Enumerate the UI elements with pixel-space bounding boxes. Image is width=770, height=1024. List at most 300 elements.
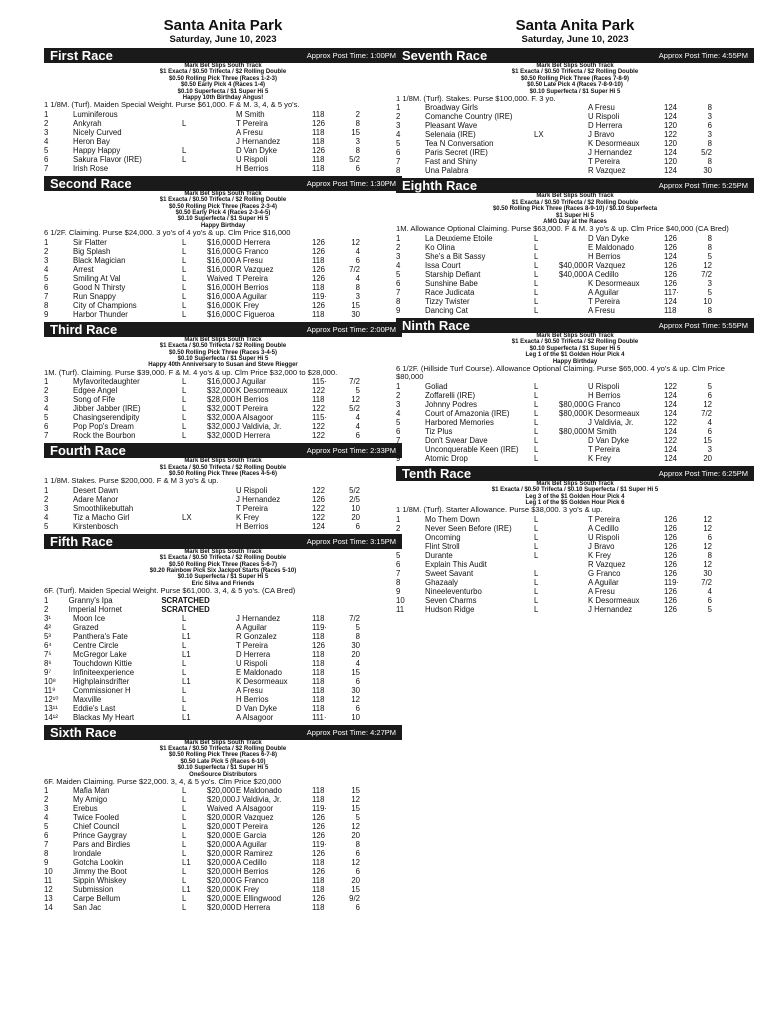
- jockey: A Aguilar: [236, 291, 267, 301]
- post-position: 4: [44, 136, 49, 146]
- post-position: 9: [396, 586, 401, 596]
- claim-price: $28,000: [207, 395, 236, 405]
- morning-line: 6: [707, 390, 712, 400]
- claim-price: $20,000: [207, 885, 236, 895]
- horse-name: Edgee Angel: [73, 386, 118, 396]
- post-position: 6: [44, 282, 49, 292]
- entry-row: [44, 310, 402, 319]
- medication: L: [182, 685, 187, 695]
- weight: [361, 605, 383, 614]
- morning-line: 3: [707, 130, 712, 140]
- morning-line: 5/2: [349, 485, 360, 495]
- post-position: 7⁵: [44, 649, 52, 659]
- medication: L: [534, 287, 539, 297]
- weight: 118: [312, 395, 325, 405]
- post-time: Approx Post Time: 2:00PM: [306, 324, 396, 334]
- wager-line: $1 Exacta / $0.50 Trifecta / $2 Rolling Double: [159, 197, 287, 204]
- weight: 118: [312, 163, 325, 173]
- morning-line: 6: [355, 163, 360, 173]
- entry-row: [44, 795, 402, 804]
- race-conditions: 1 1/8M. (Turf). Starter Allowance. Purse $38,000. 3 yo's & up.: [396, 505, 603, 515]
- medication: [182, 164, 207, 173]
- jockey: J Aguilar: [236, 377, 266, 387]
- entry-row: [396, 391, 754, 400]
- claim-price: [559, 418, 588, 427]
- entry-row: [396, 445, 754, 454]
- horse-name: Comanche Country (IRE): [425, 112, 513, 122]
- medication: [534, 121, 559, 130]
- claim-price: $20,000: [207, 831, 236, 841]
- horse-name: Smoothlikebuttah: [73, 503, 134, 513]
- horse-name: Carpe Bellum: [73, 894, 121, 904]
- morning-line: 8: [707, 305, 712, 315]
- wager-line: $0.10 Superfecta / $1 Super Hi 5: [177, 574, 269, 581]
- horse-name: Seven Charms: [425, 595, 477, 605]
- weight: 122: [312, 386, 326, 396]
- horse-name: Granny's Ipa: [68, 595, 113, 605]
- medication: L: [534, 568, 539, 578]
- medication: L: [182, 431, 187, 441]
- horse-name: Atomic Drop: [425, 453, 468, 463]
- claim-price: Waived: [207, 804, 233, 814]
- jockey: J Hernandez: [588, 604, 633, 614]
- morning-line: 8: [707, 550, 712, 560]
- horse-name: Sweet Savant: [425, 568, 474, 578]
- jockey: C Figueroa: [236, 309, 275, 319]
- post-position: 4: [396, 408, 401, 418]
- entry-row: [396, 297, 754, 306]
- horse-name: Imperial Hornet: [68, 604, 122, 614]
- weight: 122: [312, 431, 326, 441]
- entry-row: [396, 288, 754, 297]
- entry-row: [44, 849, 402, 858]
- medication: L: [182, 903, 187, 913]
- morning-line: 5: [355, 813, 360, 823]
- jockey: J Hernandez: [588, 148, 633, 158]
- jockey: A Fresu: [588, 103, 615, 113]
- medication: L: [182, 282, 187, 292]
- jockey: U Rispoli: [236, 154, 268, 164]
- weight: 120: [664, 157, 678, 167]
- claim-price: [559, 148, 588, 157]
- morning-line: 3: [707, 444, 712, 454]
- horse-name: Johnny Podres: [425, 399, 478, 409]
- post-position: 5: [44, 273, 49, 283]
- entry-row: [396, 418, 754, 427]
- jockey: [297, 605, 362, 614]
- medication: L: [534, 242, 539, 252]
- jockey: T Pereira: [236, 640, 268, 650]
- horse-name: Submission: [73, 885, 114, 895]
- entry-row: [396, 139, 754, 148]
- claim-price: [207, 695, 236, 704]
- jockey: A Alsagoor: [236, 712, 274, 722]
- horse-name: Oncoming: [425, 532, 461, 542]
- horse-name: Fast and Shiny: [425, 157, 478, 167]
- post-position: 7: [44, 163, 49, 173]
- race-section: [44, 176, 402, 319]
- jockey: M Smith: [588, 426, 617, 436]
- post-position: 1: [44, 109, 49, 119]
- weight: 126: [312, 237, 326, 247]
- post-position: 11: [44, 876, 53, 886]
- jockey: E Maldonado: [236, 667, 282, 677]
- jockey: R Vazquez: [588, 559, 626, 569]
- entry-row: [396, 103, 754, 112]
- post-position: 2: [44, 386, 49, 396]
- entry-row: [44, 495, 402, 504]
- post-position: 6: [396, 426, 401, 436]
- weight: 124: [312, 521, 326, 531]
- horse-name: Dancing Cat: [425, 305, 468, 315]
- jockey: K Frey: [588, 550, 611, 560]
- horse-name: Mafia Man: [73, 786, 110, 796]
- weight: 119·: [312, 840, 328, 850]
- post-position: 11⁹: [44, 685, 56, 695]
- jockey: E Ellingwood: [236, 894, 282, 904]
- morning-line: 7/2: [349, 613, 360, 623]
- medication: L: [182, 822, 187, 832]
- claim-price: $20,000: [207, 813, 236, 823]
- post-position: 7: [396, 435, 401, 445]
- horse-name: Erebus: [73, 804, 98, 814]
- morning-line: 30: [351, 309, 360, 319]
- horse-name: Sakura Flavor (IRE): [73, 154, 142, 164]
- claim-price: $80,000: [559, 426, 588, 436]
- jockey: D Herrera: [588, 121, 623, 131]
- weight: 118: [312, 282, 325, 292]
- medication: L: [182, 422, 187, 432]
- post-position: 2: [44, 604, 49, 614]
- race-section: [44, 322, 402, 440]
- entry-row: [396, 454, 754, 463]
- jockey: D Van Dyke: [236, 145, 278, 155]
- race-name: Ninth Race: [402, 317, 470, 333]
- morning-line: 6: [355, 849, 360, 859]
- medication: L: [534, 233, 539, 243]
- morning-line: 5: [355, 386, 360, 396]
- claim-price: [207, 614, 236, 623]
- weight: 118: [312, 667, 325, 677]
- claim-price: [559, 279, 588, 288]
- weight: 126: [312, 813, 326, 823]
- post-position: 2: [396, 112, 401, 122]
- entry-row: [44, 695, 402, 704]
- jockey: R Gonzalez: [236, 631, 277, 641]
- horse-name: Heron Bay: [73, 136, 110, 146]
- claim-price: [207, 155, 236, 164]
- medication: L: [534, 278, 539, 288]
- jockey: U Rispoli: [236, 485, 268, 495]
- claim-price: [207, 137, 236, 146]
- horse-name: Race Judicata: [425, 287, 475, 297]
- morning-line: 15: [351, 127, 360, 137]
- claim-price: $20,000: [207, 894, 236, 904]
- post-position: 2: [44, 494, 49, 504]
- wager-line: OneSource Distributors: [189, 771, 257, 778]
- entry-row: [44, 422, 402, 431]
- entry-row: [396, 121, 754, 130]
- post-position: 3: [44, 503, 49, 513]
- jockey: A Fresu: [236, 255, 263, 265]
- medication: L: [182, 667, 187, 677]
- post-position: 5: [396, 269, 401, 279]
- claim-price: [559, 551, 588, 560]
- post-position: 14¹²: [44, 712, 58, 722]
- weight: 118: [312, 703, 325, 713]
- claim-price: [559, 288, 588, 297]
- horse-name: Flint Stroll: [425, 541, 460, 551]
- medication: L: [182, 404, 187, 414]
- morning-line: 5/2: [349, 154, 360, 164]
- morning-line: 5: [707, 287, 712, 297]
- claim-price: [559, 391, 588, 400]
- wager-line: Mark Bet Slips South Track: [184, 63, 262, 69]
- entry-row: [396, 551, 754, 560]
- morning-line: 4: [355, 273, 360, 283]
- medication: L: [534, 595, 539, 605]
- medication: L: [182, 377, 187, 387]
- jockey: A Cedillo: [588, 269, 619, 279]
- horse-name: Big Splash: [73, 246, 111, 256]
- morning-line: 5/2: [701, 148, 712, 158]
- claim-price: [272, 596, 297, 605]
- horse-name: She's a Bit Sassy: [425, 251, 486, 261]
- weight: 119·: [312, 291, 328, 301]
- horse-name: Paris Secret (IRE): [425, 148, 488, 158]
- weight: 126: [664, 586, 678, 596]
- claim-price: [559, 112, 588, 121]
- post-position: 8: [396, 296, 401, 306]
- weight: 118: [312, 658, 325, 668]
- morning-line: 12: [703, 523, 712, 533]
- weight: 118: [312, 676, 325, 686]
- weight: 126: [312, 145, 326, 155]
- weight: 126: [312, 822, 326, 832]
- wager-line: $0.10 Superfecta / $1 Super Hi 5: [529, 345, 621, 352]
- entry-row: [44, 292, 402, 301]
- horse-name: Kirstenbosch: [73, 521, 119, 531]
- post-position: 3: [44, 127, 49, 137]
- morning-line: 4: [355, 658, 360, 668]
- entry-row: [396, 157, 754, 166]
- jockey: R Vazquez: [588, 166, 626, 176]
- claim-price: [559, 578, 588, 587]
- claim-price: $16,000: [207, 300, 236, 310]
- race-section: [44, 443, 402, 531]
- post-position: 3¹: [44, 613, 51, 623]
- entry-row: [396, 234, 754, 243]
- entry-row: [396, 515, 754, 524]
- post-time: Approx Post Time: 2:33PM: [306, 446, 396, 456]
- post-position: 8: [396, 166, 401, 176]
- morning-line: 8: [707, 242, 712, 252]
- medication: L: [182, 795, 187, 805]
- horse-name: Court of Amazonia (IRE): [425, 408, 510, 418]
- entry-row: [396, 306, 754, 315]
- weight: 122: [664, 435, 678, 445]
- track-title: Santa Anita Park: [515, 17, 635, 34]
- weight: 118: [664, 305, 677, 315]
- weight: 118: [312, 876, 325, 886]
- jockey: T Pereira: [236, 503, 268, 513]
- post-position: 13: [44, 894, 53, 904]
- horse-name: Moon Ice: [73, 613, 106, 623]
- horse-name: Adare Manor: [73, 494, 119, 504]
- wager-line: Mark Bet Slips South Track: [536, 480, 614, 487]
- entry-row: [396, 427, 754, 436]
- entry-row: [44, 686, 402, 695]
- medication: L: [182, 876, 187, 886]
- claim-price: $20,000: [207, 858, 236, 868]
- entry-row: [44, 623, 402, 632]
- jockey: A Fresu: [588, 586, 615, 596]
- jockey: H Berrios: [588, 390, 621, 400]
- medication: LX: [534, 130, 544, 140]
- post-position: 9: [44, 858, 49, 868]
- post-position: 2: [396, 523, 401, 533]
- weight: 126: [312, 494, 326, 504]
- entry-row: [396, 382, 754, 391]
- weight: 122: [664, 417, 678, 427]
- horse-name: Nicely Curved: [73, 127, 122, 137]
- weight: 126: [664, 242, 678, 252]
- claim-price: [559, 121, 588, 130]
- jockey: A Fresu: [236, 127, 263, 137]
- post-position: 7: [44, 431, 49, 441]
- medication: L: [534, 381, 539, 391]
- wager-line: $0.50 Rolling Pick Three (Races 5-6-7): [168, 561, 278, 568]
- jockey: J Valdivia, Jr.: [588, 417, 634, 427]
- morning-line: 15: [351, 885, 360, 895]
- weight: 124: [664, 453, 678, 463]
- jockey: T Pereira: [588, 296, 620, 306]
- medication: L: [182, 831, 187, 841]
- post-time: Approx Post Time: 5:55PM: [658, 320, 748, 330]
- post-position: 5³: [44, 631, 51, 641]
- claim-price: $32,000: [207, 422, 236, 432]
- post-time: Approx Post Time: 4:27PM: [306, 727, 396, 737]
- wager-line: $0.50 Early Pick 4 (Races 2-3-4-5): [175, 210, 271, 217]
- morning-line: 30: [351, 685, 360, 695]
- weight: 118: [312, 109, 325, 119]
- medication: [534, 103, 559, 112]
- jockey: G Franco: [236, 876, 269, 886]
- post-position: 6: [44, 422, 49, 432]
- post-position: 4: [396, 130, 401, 140]
- medication: L: [534, 577, 539, 587]
- claim-price: [559, 103, 588, 112]
- race-conditions: 6 1/2F. (Hillside Turf Course). Allowance Optional Claiming. Purse $65,000. 4 yo's & up. Clm Price $80,000: [396, 363, 725, 382]
- entry-row: [396, 560, 754, 569]
- post-position: 1: [396, 233, 401, 243]
- medication: L: [182, 640, 187, 650]
- post-position: 4: [44, 404, 49, 414]
- jockey: K Frey: [236, 512, 259, 522]
- entry-row: [396, 270, 754, 279]
- wager-line: Mark Bet Slips South Track: [536, 332, 614, 339]
- wager-line: $0.50 Rolling Pick Three (Races 3-4-5): [168, 349, 278, 356]
- jockey: A Aguilar: [588, 577, 619, 587]
- horse-name: Infiniteexperience: [73, 667, 135, 677]
- weight: 124: [664, 103, 678, 113]
- claim-price: [207, 486, 236, 495]
- morning-line: 15: [703, 435, 712, 445]
- post-position: 6: [44, 831, 49, 841]
- jockey: J Valdivia, Jr.: [236, 422, 282, 432]
- wager-line: Leg 3 of the $1 Golden Hour Pick 4: [525, 493, 625, 500]
- medication: L: [182, 237, 187, 247]
- claim-price: $20,000: [207, 849, 236, 859]
- jockey: T Pereira: [588, 514, 620, 524]
- wager-line: $0.10 Superfecta / $1 Super Hi 5: [529, 88, 621, 95]
- medication: L: [182, 894, 187, 904]
- race-conditions: 1M. (Turf). Claiming. Purse $39,000. F & M. 4 yo's & up. Clm Price $32,000 to $28,000.: [44, 367, 338, 377]
- entry-row: [44, 522, 402, 531]
- morning-line: 6: [355, 521, 360, 531]
- morning-line: 12: [703, 541, 712, 551]
- entry-row: [44, 128, 402, 137]
- race-header: [44, 176, 402, 191]
- medication: [534, 157, 559, 166]
- claim-price: [559, 587, 588, 596]
- entry-row: [44, 486, 402, 495]
- entry-row: [44, 377, 402, 386]
- weight: 126: [664, 514, 678, 524]
- weight: 126: [664, 541, 678, 551]
- entry-row: [44, 659, 402, 668]
- jockey: T Pereira: [236, 118, 268, 128]
- wager-line: $1 Exacta / $0.50 Trifecta / $2 Rolling Double: [511, 339, 639, 346]
- weight: 124: [664, 296, 678, 306]
- right-column: [396, 18, 754, 614]
- morning-line: 12: [703, 514, 712, 524]
- horse-name: La Deuxieme Etoile: [425, 233, 493, 243]
- post-position: 7: [396, 287, 401, 297]
- horse-name: Sippin Whiskey: [73, 876, 127, 886]
- claim-price: [559, 252, 588, 261]
- entry-row: [396, 148, 754, 157]
- morning-line: 12: [351, 822, 360, 832]
- claim-price: [559, 166, 588, 175]
- horse-name: Grazed: [73, 622, 99, 632]
- weight: 126: [312, 894, 326, 904]
- jockey: A Alsagoor: [236, 804, 274, 814]
- post-position: 3: [44, 804, 49, 814]
- post-position: 1: [44, 485, 49, 495]
- wager-line: Mark Bet Slips South Track: [184, 336, 262, 343]
- entry-row: [396, 578, 754, 587]
- weight: 122: [312, 422, 326, 432]
- entry-row: [44, 146, 402, 155]
- weight: 126: [664, 532, 678, 542]
- horse-name: Irondale: [73, 849, 102, 859]
- race-section: [44, 534, 402, 722]
- entry-row: [44, 431, 402, 440]
- morning-line: 15: [351, 300, 360, 310]
- morning-line: 2/5: [349, 494, 360, 504]
- claim-price: [559, 605, 588, 614]
- morning-line: 20: [351, 876, 360, 886]
- morning-line: 8: [707, 139, 712, 149]
- race-section: [396, 178, 754, 314]
- jockey: J Hernandez: [236, 494, 281, 504]
- entry-row: [44, 164, 402, 173]
- post-position: 7: [396, 568, 401, 578]
- post-position: 2: [396, 242, 401, 252]
- entry-row: [44, 274, 402, 283]
- weight: 118: [312, 786, 325, 796]
